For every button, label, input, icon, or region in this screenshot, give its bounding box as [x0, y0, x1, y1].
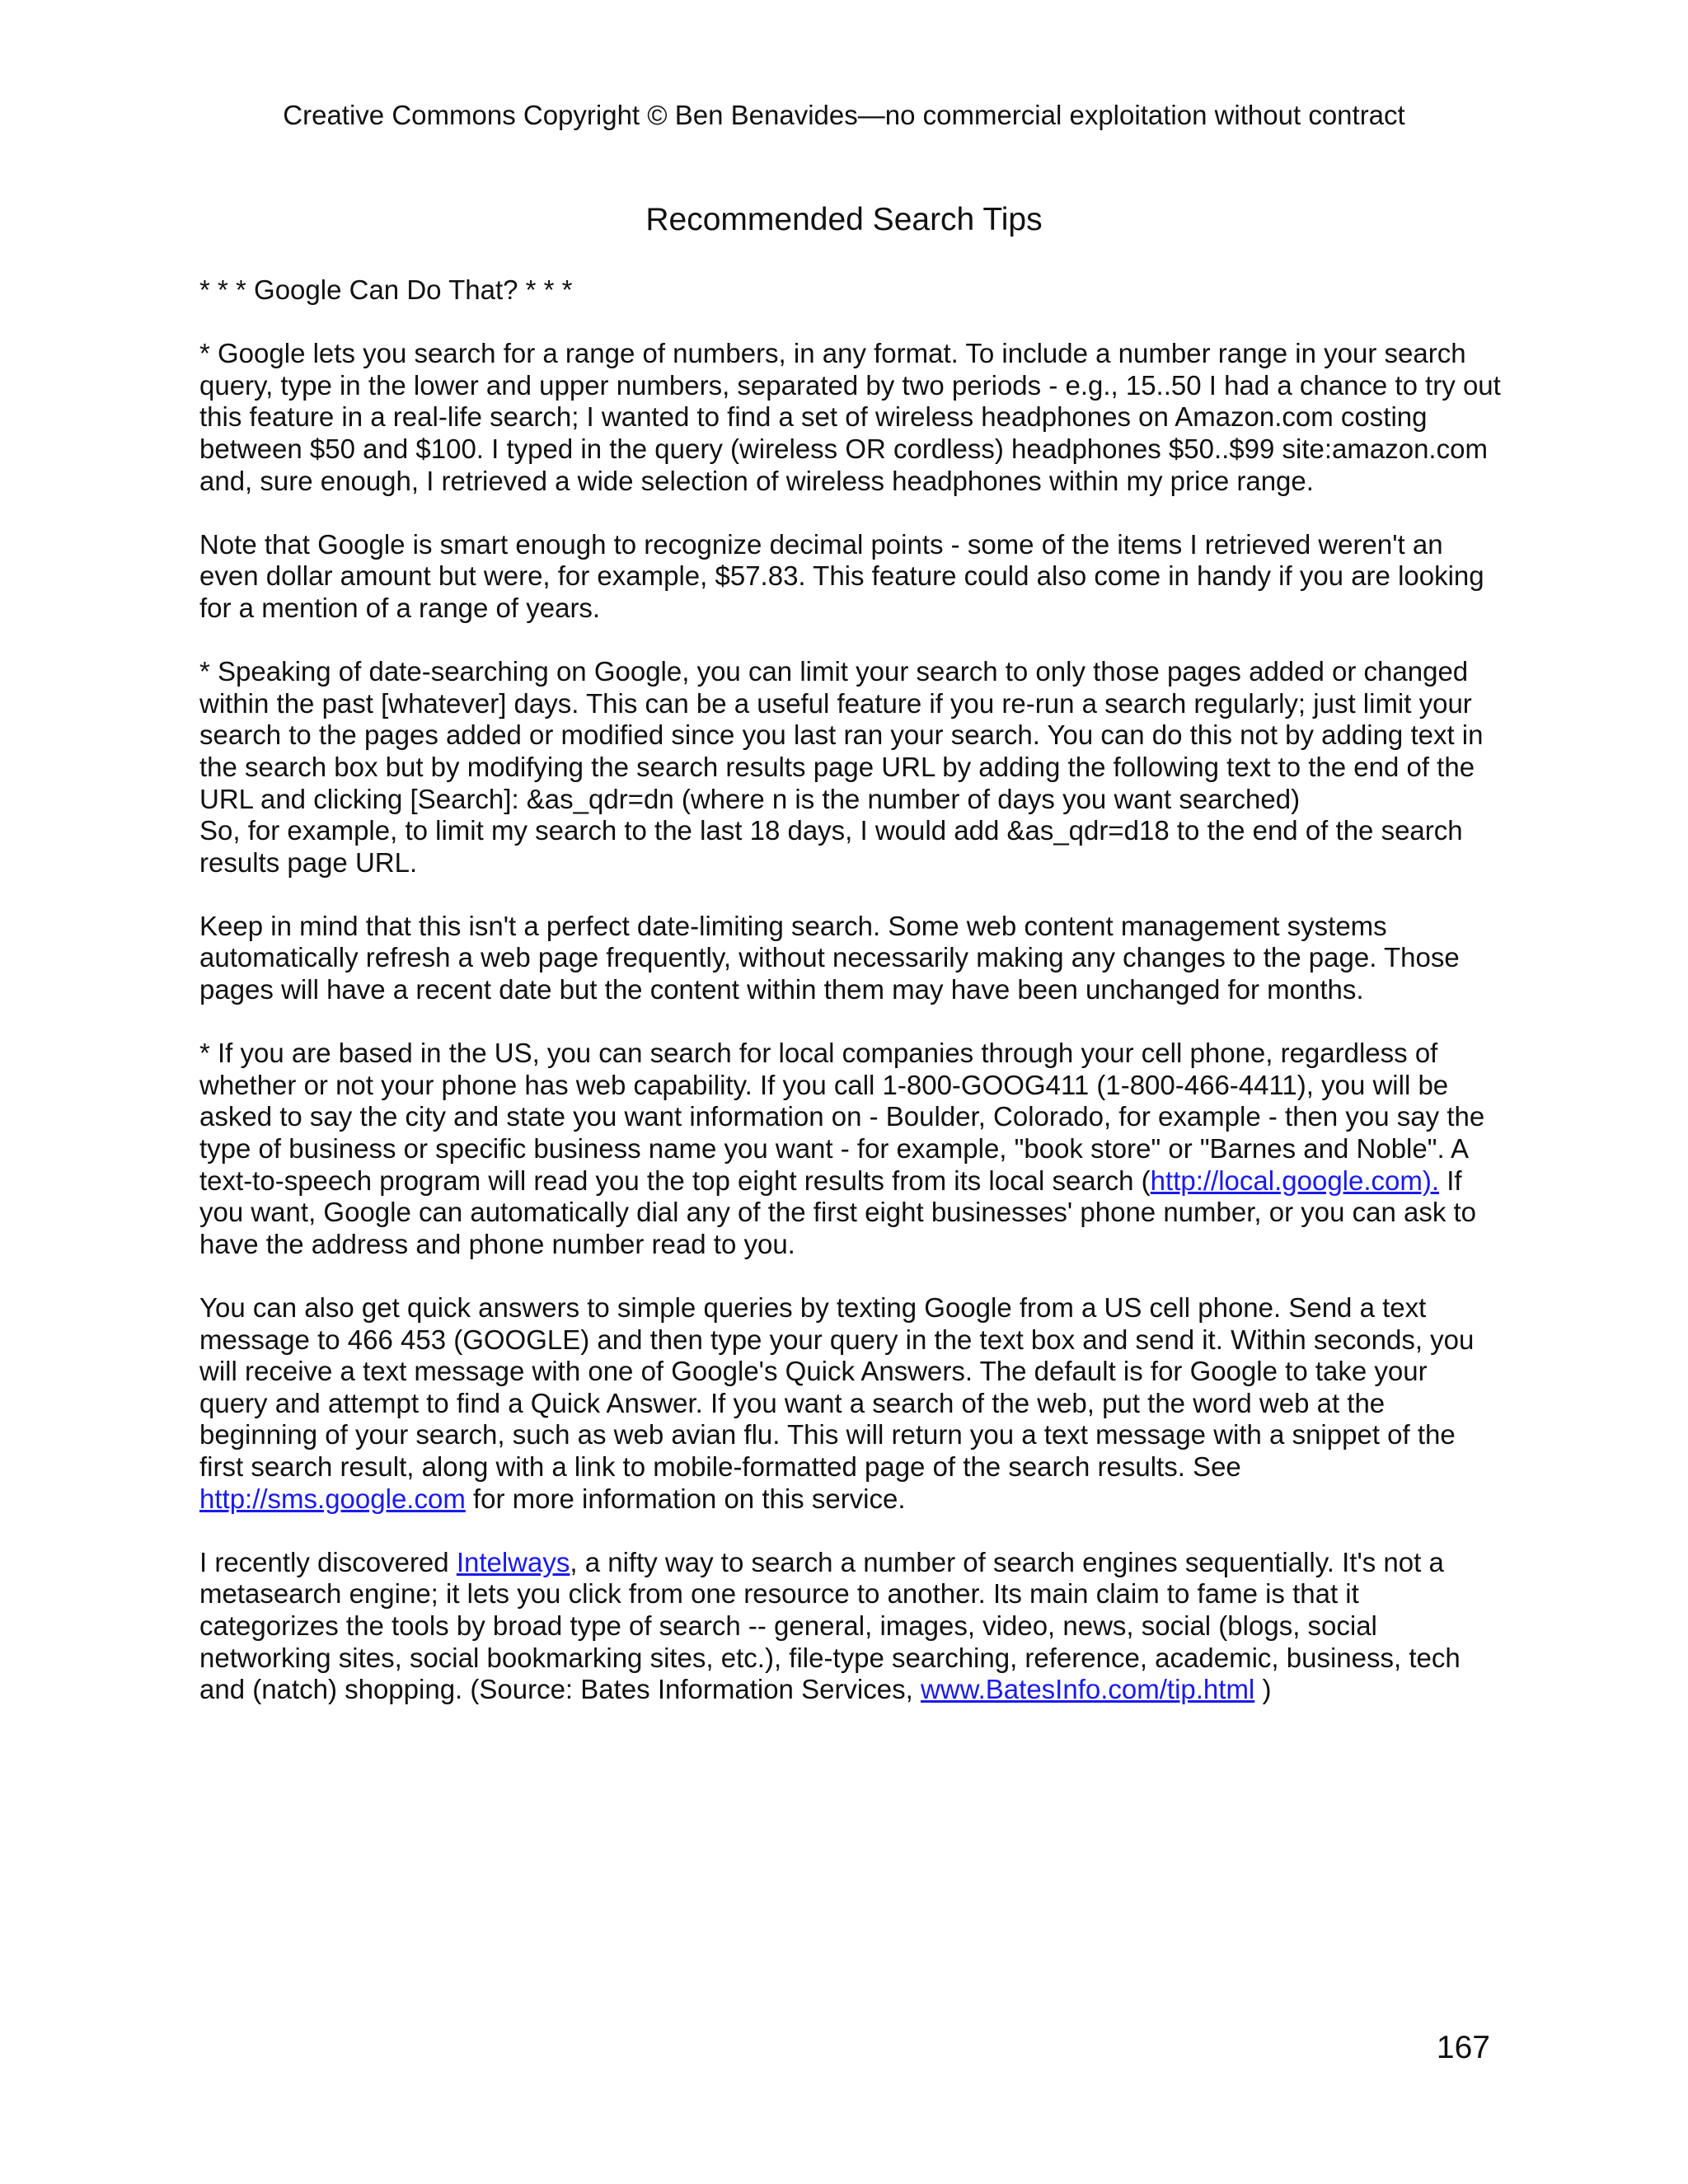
date-search-text: * Speaking of date-searching on Google, you can limit your search to only those pages added or changed within the past [whatever] days. This can be a useful feature if you re-run a search regularly; just limit your search to the pages added or modified since you last ran your search. You can do this not by adding text in the search box but by modifying the search results page URL by adding the following text to the end of the URL and clicking [Search]: &as_qdr=dn (where n is the number of days you want searched)	[199, 656, 1484, 814]
copyright-header: Creative Commons Copyright © Ben Benavides—no commercial exploitation without contract	[283, 100, 1405, 130]
paragraph-number-range: * Google lets you search for a range of numbers, in any format. To include a number range in your search query, type in the lower and upper numbers, separated by two periods - e.g., 15..50 I had a chance to try out this feature in a real-life search; I wanted to find a set of wireless headphones on Amazon.com costing between $50 and $100. I typed in the query (wireless OR cordless) headphones $50..$99 site:amazon.com and, sure enough, I retrieved a wide selection of wireless headphones within my price range.	[199, 338, 1501, 496]
intelways-text: , a nifty way to search a number of search engines sequentially. It's not a metasearch engine; it lets you click from one resource to another. Its main claim to fame is that it categorizes the tools by broad type of search -- general, images, video, news, social (blogs, social networking sites, social bookmarking sites, etc.), file-type searching, reference, academic, business, tech and (natch) shopping. (Source: Bates Information Services,	[199, 1546, 1461, 1705]
page-number: 167	[1436, 2030, 1490, 2065]
batesinfo-link[interactable]: www.BatesInfo.com/tip.html	[920, 1674, 1255, 1705]
sms-text-end: for more information on this service.	[465, 1483, 906, 1514]
page-title: Recommended Search Tips	[645, 202, 1043, 237]
intelways-link[interactable]: Intelways	[456, 1546, 570, 1577]
intelways-text-start: I recently discovered	[199, 1546, 457, 1577]
section-heading: * * * Google Can Do That? * * *	[199, 274, 573, 305]
date-search-example: So, for example, to limit my search to the last 18 days, I would add &as_qdr=d18 to the end of the search results page URL.	[199, 815, 1463, 878]
goog411-text-end: If you want, Google can automatically dial any of the first eight businesses' phone number, or you can ask to have the address and phone number read to you.	[199, 1165, 1477, 1259]
paragraph-date-search	[199, 656, 1502, 879]
intelways-text-end: )	[1254, 1674, 1272, 1705]
paragraph-date-limit-note: Keep in mind that this isn't a perfect date-limiting search. Some web content management systems automatically refresh a web page frequently, without necessarily making any changes to the page. Those pages will have a recent date but the content within them may have been unchanged for months.	[199, 910, 1460, 1005]
paragraph-decimal-points: Note that Google is smart enough to recognize decimal points - some of the items I retrieved weren't an even dollar amount but were, for example, $57.83. This feature could also come in handy if you are looking for a mention of a range of years.	[199, 528, 1484, 623]
paragraph-intelways	[199, 1547, 1502, 1706]
goog411-text: * If you are based in the US, you can search for local companies through your cell phone, regardless of whether or not your phone has web capability. If you call 1-800-GOOG411 (1-800-466-4411), you will be asked to say the city and state you want information on - Boulder, Colorado, for example - then you say the type of business or specific business name you want - for example, "book store" or "Barnes and Noble". A text-to-speech program will read you the top eight results from its local search (	[199, 1038, 1485, 1196]
local-google-link[interactable]: http://local.google.com).	[1150, 1165, 1440, 1196]
document-body	[199, 274, 1502, 1737]
paragraph-goog411	[199, 1038, 1502, 1260]
sms-text: You can also get quick answers to simple queries by texting Google from a US cell phone. Send a text message to 466 453 (GOOGLE) and then type your query in the text box and send it. Within seconds, you will receive a text message with one of Google's Quick Answers. The default is for Google to take your query and attempt to find a Quick Answer. If you want a search of the web, put the word web at the beginning of your search, such as web avian flu. This will return you a text message with a snippet of the first search result, along with a link to mobile-formatted page of the search results. See	[199, 1292, 1475, 1482]
sms-google-link[interactable]: http://sms.google.com	[199, 1483, 466, 1514]
paragraph-sms-search	[199, 1292, 1502, 1515]
